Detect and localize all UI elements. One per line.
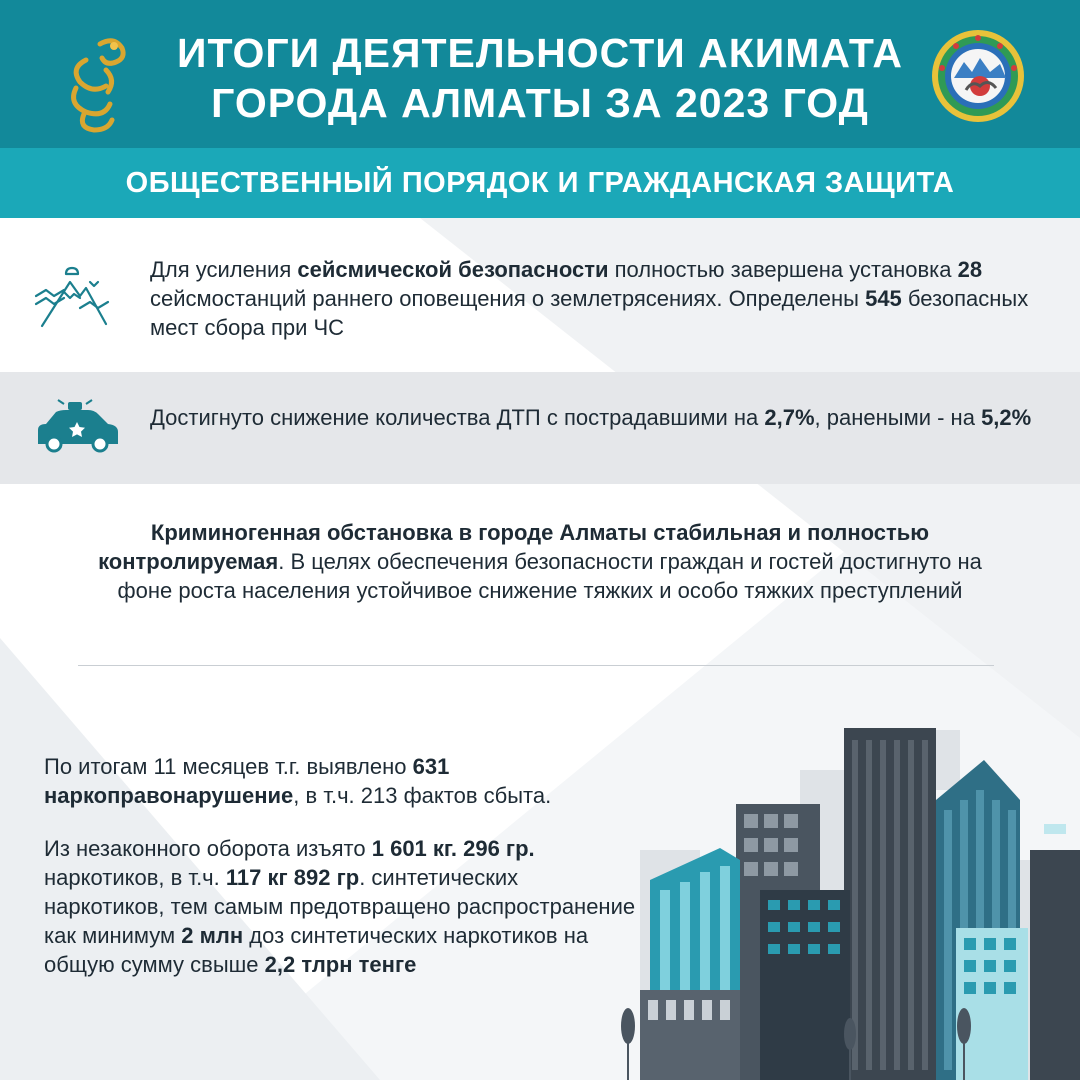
mountain-seismic-icon (34, 262, 112, 334)
drugs1-text-1: По итогам 11 месяцев т.г. выявлено (44, 754, 413, 779)
title-line-2: ГОРОДА АЛМАТЫ ЗА 2023 ГОД (211, 80, 869, 126)
traffic-text (150, 403, 1050, 432)
seismic-text-4: безопасных мест сбора при ЧС (150, 286, 1029, 340)
drugs2-bold-2: 117 кг 892 гр (225, 865, 360, 890)
traffic-text-2: , ранеными - на (814, 405, 982, 430)
drugs2-bold-4: 2,2 тлрн тенге (264, 952, 417, 977)
header-bar (0, 0, 1080, 148)
drugs2-bold-3: 2 млн (181, 923, 244, 948)
traffic-wounded-percent: 5,2% (981, 405, 1032, 430)
seismic-text-3: сейсмостанций раннего оповещения о землетрясениях. Определены (150, 286, 866, 311)
seismic-text (150, 255, 1050, 342)
drugs2-bold-1: 1 601 кг. 296 гр. (371, 836, 535, 861)
divider (78, 665, 994, 666)
almaty-coat-of-arms-icon (930, 28, 1026, 124)
seismic-stations-count: 28 (957, 257, 983, 282)
drugs-seized-text (44, 834, 644, 979)
traffic-injured-percent: 2,7% (764, 405, 815, 430)
crime-bold: Криминогенная обстановка в городе Алматы стабильная и полностью контролируемая (98, 520, 930, 574)
drugs1-text-2: , в т.ч. 213 фактов сбыта. (293, 783, 552, 808)
seismic-places-count: 545 (865, 286, 902, 311)
seismic-text-1: Для усиления (150, 257, 298, 282)
drugs2-text-3: . синтетических наркотиков, тем самым предотвращено распространение как минимум (44, 865, 636, 948)
police-car-icon (34, 398, 120, 454)
traffic-text-1: Достигнуто снижение количества ДТП с пострадавшими на (150, 405, 765, 430)
seismic-text-2: полностью завершена установка (608, 257, 958, 282)
city-skyline-illustration (600, 700, 1080, 1080)
drugs2-text-4: доз синтетических наркотиков на общую сумму свыше (44, 923, 589, 977)
drugs1-bold-1: 631 наркоправонарушение (44, 754, 450, 808)
section-title: ОБЩЕСТВЕННЫЙ ПОРЯДОК И ГРАЖДАНСКАЯ ЗАЩИТА (125, 167, 955, 199)
snow-leopard-emblem-icon (56, 30, 136, 134)
crime-text-1: . В целях обеспечения безопасности граждан и гостей достигнуто на фоне роста населения устойчивое снижение тяжких и особо тяжких преступлений (117, 549, 982, 603)
page-title (150, 28, 930, 128)
title-line-1: ИТОГИ ДЕЯТЕЛЬНОСТИ АКИМАТА (176, 30, 904, 76)
seismic-bold-1: сейсмической безопасности (297, 257, 609, 282)
drugs-offenses-text (44, 752, 644, 810)
section-header (0, 148, 1080, 218)
drugs2-text-2: наркотиков, в т.ч. (44, 865, 226, 890)
drugs2-text-1: Из незаконного оборота изъято (44, 836, 372, 861)
crime-text (80, 518, 1000, 605)
